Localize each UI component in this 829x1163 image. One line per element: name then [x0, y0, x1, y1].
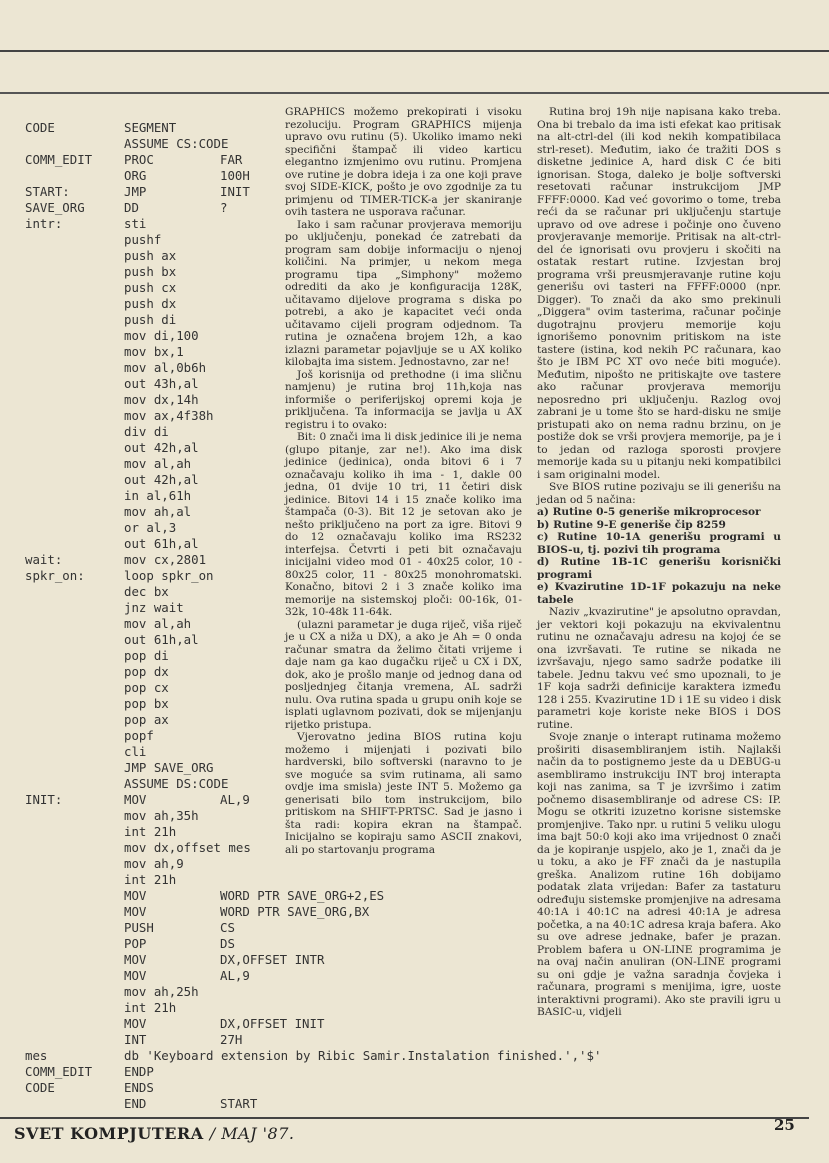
- code-line: [0, 1032, 300, 1048]
- code-op: mov ah,9: [124, 856, 184, 871]
- code-line: [0, 776, 300, 792]
- code-line: [0, 600, 300, 616]
- code-line: [0, 312, 300, 328]
- bios-routine-item: b) Rutine 9-E generiše čip 8259: [537, 518, 726, 531]
- code-op: out 43h,al: [124, 376, 199, 391]
- code-op: mov al,0b6h: [124, 360, 207, 375]
- code-label: spkr_on:: [25, 568, 85, 583]
- code-line: [0, 376, 300, 392]
- code-op: db 'Keyboard extension by Ribic Samir.Instalation finished.','$': [124, 1048, 602, 1063]
- code-op: PUSH: [124, 920, 154, 935]
- code-op: pop dx: [124, 664, 169, 679]
- code-op: mov ah,35h: [124, 808, 199, 823]
- code-arg: DS: [220, 936, 235, 951]
- code-line: [0, 728, 300, 744]
- code-line: [0, 1080, 300, 1096]
- code-op: ENDS: [124, 1080, 154, 1095]
- article-paragraph: Sve BIOS rutine pozivaju se ili generišu na jedan od 5 načina:: [537, 481, 781, 506]
- code-arg: WORD PTR SAVE_ORG,BX: [220, 904, 370, 919]
- magazine-title: SVET KOMPJUTERA: [14, 1124, 204, 1143]
- code-line: [0, 392, 300, 408]
- code-op: mov al,ah: [124, 616, 192, 631]
- code-line: [0, 248, 300, 264]
- code-label: mes: [25, 1048, 48, 1063]
- code-op: out 61h,al: [124, 632, 199, 647]
- code-op: pushf: [124, 232, 162, 247]
- code-op: SEGMENT: [124, 120, 177, 135]
- code-label: CODE: [25, 120, 55, 135]
- code-line: [0, 1096, 300, 1112]
- page-number: 25: [774, 1116, 795, 1134]
- code-arg: DX,OFFSET INIT: [220, 1016, 325, 1031]
- code-arg: INIT: [220, 184, 250, 199]
- code-op: pop ax: [124, 712, 169, 727]
- article-paragraph: Rutina broj 19h nije napisana kako treba. Ona bi trebalo da ima isti efekat kao pritisak na alt-ctrl-del (ili kod nekih kompatibilaca strl-reset). Međutim, iako će tražiti DOS s disketne jedinice A, hard disk C će biti ignorisan. Stoga, daleko je bolje softverski resetovati računar instrukcijom JMP FFFF:0000. Kad već govorimo o tome, treba reći da se računar pri uključenju startuje upravo od ove adrese i počinje ono čuveno provjeravanje memorije. Pritisak na alt-ctrl-del će ignorisati ovu provjeru i skočiti na ostatak restart rutine. Izvjestan broj programa vrši preusmjeravanje rutine koju generišu ovi tasteri na FFFF:0000 (npr. Digger). To znači da ako smo prekinuli „Diggera" ovim tasterima, računar počinje dugotrajnu provjeru memorije koju ignorišemo ponovnim pritiskom na iste tastere (istina, kod nekih PC računara, kao što je IBM PC XT ovo neće biti moguće). Međutim, nipošto ne pritiskajte ove tastere ako računar provjerava memoriju neposredno pri uključenju. Razlog ovoj zabrani je u tome što se hard-disku ne smije pristupati ako on nema radnu brzinu, on je postiže dok se vrši provjera memorije, pa je i to jedan od razloga sporosti provjere memorije kada su u pitanju neki kompatibilci i sam originalni model.: [537, 106, 781, 481]
- code-line: [0, 840, 300, 856]
- code-op: mov bx,1: [124, 344, 184, 359]
- code-op: JMP SAVE_ORG: [124, 760, 214, 775]
- code-op: MOV: [124, 1016, 147, 1031]
- code-op: div di: [124, 424, 169, 439]
- article-paragraph: Bit: 0 znači ima li disk jedinice ili je nema (glupo pitanje, zar ne!). Ako ima disk jedinice (jedinica), onda bitovi 6 i 7 označavaju koliko ih ima - 1, dakle 00 jedna, 01 dvije 10 tri, 11 četiri disk jedinice. Bitovi 14 i 15 znače koliko ima štampača (0-3). Bit 12 je setovan ako je nešto priključeno na port za igre. Bitovi 9 do 12 označavaju koliko ima RS232 interfejsa. Četvrti i peti bit označavaju inicijalni video mod 01 - 40x25 color, 10 - 80x25 color, 11 - 80x25 monohromatski. Konačno, bitovi 2 i 3 znače koliko ima memorije na sistemskoj ploči: 00-16k, 01-32k, 10-48k 11-64k.: [285, 431, 522, 618]
- article-paragraph: Iako i sam računar provjerava memoriju po uključenju, ponekad će zatrebati da program sam dobije informaciju o njenoj količini. Na primjer, u nekom mega programu tipa „Simphony" možemo odrediti da ako je konfiguracija 128K, učitavamo dijelove programa s diska po potrebi, a ako je kapacitet veći onda učitavamo cijeli program odjednom. Ta rutina je označena brojem 12h, a kao izlazni parametar pojavljuje se u AX koliko kilobajta ima sistem. Jednostavno, zar ne!: [285, 218, 522, 368]
- code-line: [0, 344, 300, 360]
- code-op: mov al,ah: [124, 456, 192, 471]
- code-line: [0, 328, 300, 344]
- code-op: mov ah,al: [124, 504, 192, 519]
- code-line: [0, 584, 300, 600]
- article-paragraph: Svoje znanje o interapt rutinama možemo proširiti disasembliranjem istih. Najlakši način da to postignemo jeste da u DEBUG-u asembliramo instrukciju INT broj interapta koji nas zanima, sa T je izvršimo i zatim počnemo disasembliranje od adrese CS: IP. Mogu se otkriti izuzetno korisne sistemske promjenjive. Tako npr. u rutini 5 veliku ulogu ima bajt 50:0 koji ako ima vrijednost 0 znači da je kopiranje uspjelo, ako je 1, znači da je u toku, a ako je FF znači da je nastupila greška. Analizom rutine 16h dobijamo podatak zlata vrijedan: Bafer za tastaturu određuju sistemske promjenjive na adresama 40:1A i 40:1C na adresi 40:1A je adresa početka, a na 40:1C adresa kraja bafera. Ako su ove adrese jednake, bafer je prazan. Problem bafera u ON-LINE programima je na ovaj način anuliran (ON-LINE programi su oni gdje je važna saradnja čovjeka i računara, programi s menijima, igre, uoste interaktivni programi). Ako ste pravili igru u BASIC-u, vidjeli: [537, 731, 781, 1018]
- code-op: push ax: [124, 248, 177, 263]
- code-arg: DX,OFFSET INTR: [220, 952, 325, 967]
- code-op: ASSUME CS:CODE: [124, 136, 229, 151]
- code-line: [0, 472, 300, 488]
- code-line: [0, 1064, 300, 1080]
- code-line: [0, 920, 300, 936]
- code-arg: AL,9: [220, 968, 250, 983]
- code-line: [0, 296, 300, 312]
- code-op: popf: [124, 728, 154, 743]
- code-op: push di: [124, 312, 177, 327]
- code-op: out 42h,al: [124, 472, 199, 487]
- code-line: [0, 680, 300, 696]
- code-line: [0, 760, 300, 776]
- magazine-footer: [14, 1124, 294, 1143]
- code-op: push dx: [124, 296, 177, 311]
- code-arg: 100H: [220, 168, 250, 183]
- code-line: [0, 696, 300, 712]
- code-line: [0, 456, 300, 472]
- code-line: [0, 936, 300, 952]
- issue-date: / MAJ '87.: [209, 1124, 295, 1143]
- code-op: mov dx,offset mes: [124, 840, 251, 855]
- code-op: mov cx,2801: [124, 552, 207, 567]
- code-op: dec bx: [124, 584, 169, 599]
- code-line: [0, 488, 300, 504]
- code-op: JMP: [124, 184, 147, 199]
- code-line: [0, 824, 300, 840]
- code-line: [0, 856, 300, 872]
- code-line: [0, 184, 300, 200]
- code-op: pop bx: [124, 696, 169, 711]
- code-line: [0, 616, 300, 632]
- code-line: [0, 504, 300, 520]
- footer-rule: [0, 1117, 809, 1119]
- article-right-column: [537, 106, 781, 1019]
- code-op: MOV: [124, 968, 147, 983]
- code-line: [0, 520, 300, 536]
- code-op: END: [124, 1096, 147, 1111]
- code-op: cli: [124, 744, 147, 759]
- code-arg: FAR: [220, 152, 243, 167]
- code-op: int 21h: [124, 1000, 177, 1015]
- code-line: [0, 264, 300, 280]
- code-line: [0, 200, 300, 216]
- code-line: [0, 424, 300, 440]
- code-label: SAVE_ORG: [25, 200, 85, 215]
- code-line: [0, 408, 300, 424]
- code-op: PROC: [124, 152, 154, 167]
- code-line: [0, 648, 300, 664]
- code-line: [0, 280, 300, 296]
- code-line: [0, 872, 300, 888]
- code-op: pop di: [124, 648, 169, 663]
- code-label: INIT:: [25, 792, 63, 807]
- code-line: [0, 968, 300, 984]
- bios-routine-item: e) Kvazirutine 1D-1F pokazuju na neke tabele: [537, 581, 781, 606]
- code-op: out 42h,al: [124, 440, 199, 455]
- code-op: DD: [124, 200, 139, 215]
- code-op: int 21h: [124, 872, 177, 887]
- code-line: [0, 440, 300, 456]
- code-op: pop cx: [124, 680, 169, 695]
- code-label: CODE: [25, 1080, 55, 1095]
- code-line: [0, 120, 300, 136]
- code-line: [0, 152, 300, 168]
- code-line: [0, 808, 300, 824]
- code-op: int 21h: [124, 824, 177, 839]
- code-op: in al,61h: [124, 488, 192, 503]
- bios-routine-item: c) Rutine 10-1A generišu programi u BIOS-u, tj. pozivi tih programa: [537, 531, 781, 556]
- code-op: out 61h,al: [124, 536, 199, 551]
- article-middle-column: [285, 106, 522, 856]
- code-arg: CS: [220, 920, 235, 935]
- header-rule: [0, 92, 829, 94]
- code-line: [0, 632, 300, 648]
- code-line: [0, 664, 300, 680]
- code-arg: START: [220, 1096, 258, 1111]
- code-label: intr:: [25, 216, 63, 231]
- code-line: [0, 232, 300, 248]
- code-line: [0, 712, 300, 728]
- code-op: mov ax,4f38h: [124, 408, 214, 423]
- article-paragraph: Vjerovatno jedina BIOS rutina koju možemo i mijenjati i pozivati bilo hardverski, bilo softverski (naravno to je sve moguće sa svim rutinama, ali samo ovdje ima smisla) jeste INT 5. Možemo ga generisati bilo tom instrukcijom, bilo pritiskom na SHIFT-PRTSC. Sad je jasno i šta radi: kopira ekran na štampač. Inicijalno se kopiraju samo ASCII znakovi, ali po startovanju programa: [285, 731, 522, 856]
- code-line: [0, 888, 385, 904]
- code-line: [0, 744, 300, 760]
- article-paragraph: (ulazni parametar je duga riječ, viša riječ je u CX a niža u DX), a ako je Ah = 0 onda računar smatra da želimo čitati vrijeme i daje nam ga kao dugačku riječ u CX i DX, dok, ako je prošlo manje od jednog dana od posljednjeg čitanja vremena, AL sadrži nulu. Ova rutina spada u grupu onih koje se isplati uglavnom pozivati, dok se mijenjanju rijetko pristupa.: [285, 618, 522, 731]
- code-op: mov ah,25h: [124, 984, 199, 999]
- bios-routine-item: d) Rutine 1B-1C generišu korisnički programi: [537, 556, 781, 581]
- code-op: MOV: [124, 888, 147, 903]
- article-paragraph: Naziv „kvazirutine" je apsolutno opravdan, jer vektori koji pokazuju na ekvivalentnu rutinu ne označavaju adresu na kojoj će se ona izvršavati. Te rutine se nikada ne izvršavaju, njego samo sadrže podatke ili tabele. Jednu takvu već smo upoznali, to je 1F koja sadrži definicije karaktera između 128 i 255. Kvazirutine 1D i 1E su video i disk parametri koje koriste neke BIOS i DOS rutine.: [537, 606, 781, 731]
- code-line: [0, 136, 300, 152]
- code-op: push cx: [124, 280, 177, 295]
- code-op: ASSUME DS:CODE: [124, 776, 229, 791]
- bios-routine-item: a) Rutine 0-5 generiše mikroprocesor: [537, 506, 761, 518]
- code-op: MOV: [124, 904, 147, 919]
- code-arg: 27H: [220, 1032, 243, 1047]
- code-arg: AL,9: [220, 792, 250, 807]
- article-paragraph: GRAPHICS možemo prekopirati i visoku rezoluciju. Program GRAPHICS mijenja upravo ovu rutinu (5). Ukoliko imamo neki specifični štampač ili video karticu elegantno izmjenimo ovu rutinu. Promjena ove rutine je dobra ideja i za one koji prave svoj SIDE-KICK, pošto je ovo zgodnije za tu primjenu od TIMER-TICK-a jer skaniranje ovih tastera ne usporava računar.: [285, 106, 522, 218]
- code-line: [0, 984, 300, 1000]
- code-line: [0, 536, 300, 552]
- code-op: push bx: [124, 264, 177, 279]
- code-op: ORG: [124, 168, 147, 183]
- code-op: sti: [124, 216, 147, 231]
- code-line: [0, 216, 300, 232]
- article-paragraph: Još korisnija od prethodne (i ima sličnu namjenu) je rutina broj 11h,koja nas informiše o periferijskoj opremi koja je priključena. Ta informacija se javlja u AX registru i to ovako:: [285, 368, 522, 431]
- bios-routine-list: [537, 506, 781, 606]
- code-op: loop spkr_on: [124, 568, 214, 583]
- code-op: MOV: [124, 792, 147, 807]
- code-op: MOV: [124, 952, 147, 967]
- code-arg: WORD PTR SAVE_ORG+2,ES: [220, 888, 385, 903]
- code-arg: ?: [220, 200, 228, 215]
- code-op: or al,3: [124, 520, 177, 535]
- code-line: [0, 1000, 300, 1016]
- top-rule: [0, 50, 829, 52]
- code-label: wait:: [25, 552, 63, 567]
- code-label: START:: [25, 184, 70, 199]
- code-op: jnz wait: [124, 600, 184, 615]
- code-line: [0, 904, 370, 920]
- code-line: [0, 792, 300, 808]
- code-op: mov dx,14h: [124, 392, 199, 407]
- code-line: [0, 1048, 602, 1064]
- code-op: INT: [124, 1032, 147, 1047]
- code-op: mov di,100: [124, 328, 199, 343]
- code-label: COMM_EDIT: [25, 152, 93, 167]
- code-line: [0, 168, 300, 184]
- code-line: [0, 568, 300, 584]
- code-line: [0, 360, 300, 376]
- code-line: [0, 552, 300, 568]
- code-line: [0, 1016, 325, 1032]
- code-op: ENDP: [124, 1064, 154, 1079]
- code-line: [0, 952, 325, 968]
- code-label: COMM_EDIT: [25, 1064, 93, 1079]
- code-op: POP: [124, 936, 147, 951]
